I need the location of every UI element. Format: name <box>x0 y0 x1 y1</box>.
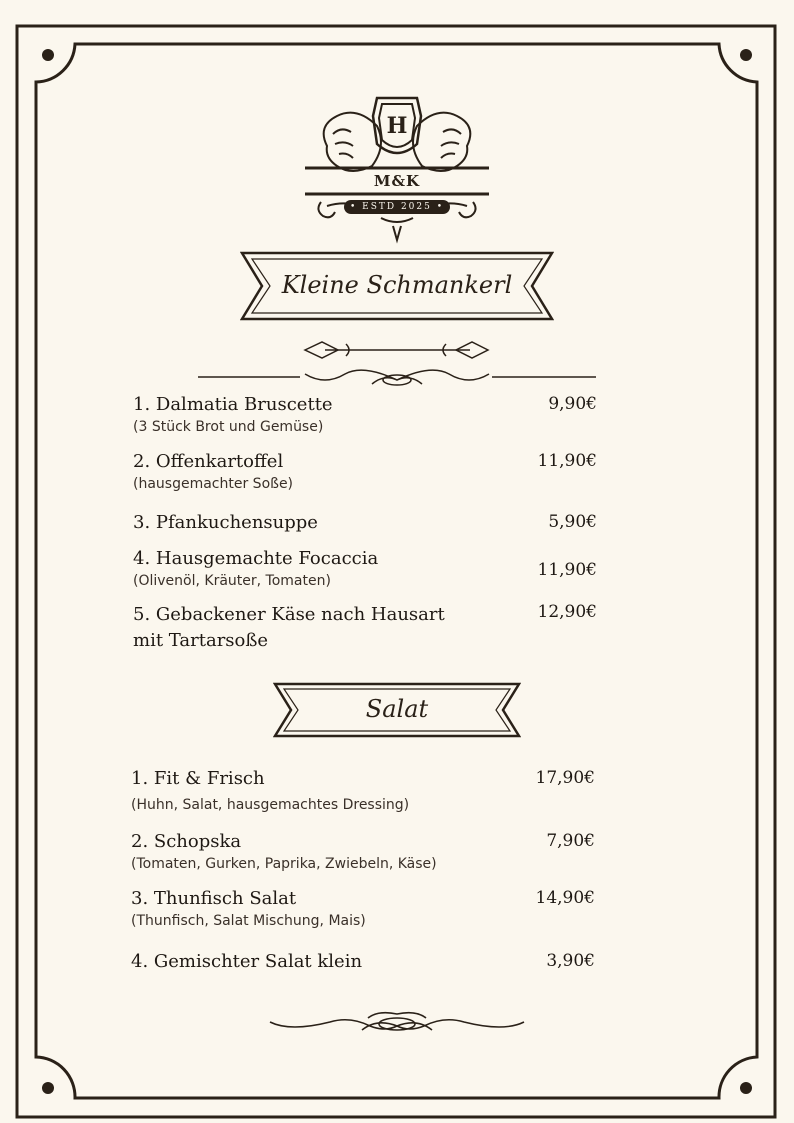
item-name: 2. Offenkartoffel <box>133 451 284 472</box>
item-price: 12,90€ <box>537 602 597 622</box>
svg-text:H: H <box>386 113 408 139</box>
item-price: 14,90€ <box>535 888 595 908</box>
item-price: 3,90€ <box>546 951 595 971</box>
item-price: 7,90€ <box>546 831 595 851</box>
section-title: Kleine Schmankerl <box>281 271 513 299</box>
logo-name: M&K <box>373 172 421 190</box>
item-description: (Huhn, Salat, hausgemachtes Dressing) <box>131 797 410 813</box>
item-price: 11,90€ <box>537 560 597 580</box>
item-name: 4. Gemischter Salat klein <box>131 951 363 972</box>
lion-right-icon <box>413 113 470 171</box>
section-banner-salat <box>273 682 521 738</box>
item-price: 5,90€ <box>548 512 597 532</box>
item-price: 9,90€ <box>548 394 597 414</box>
item-name: 5. Gebackener Käse nach Hausart mit Tartarsoße <box>133 604 445 651</box>
menu-item <box>131 888 601 930</box>
menu-item <box>133 394 603 436</box>
item-name: 3. Pfankuchensuppe <box>133 512 318 533</box>
menu-item <box>133 451 603 493</box>
item-description: (Olivenöl, Kräuter, Tomaten) <box>133 573 331 589</box>
item-price: 11,90€ <box>537 451 597 471</box>
item-name: 1. Dalmatia Bruscette <box>133 394 333 415</box>
ornament-divider-bottom <box>270 1013 524 1030</box>
ornament-divider-top <box>198 342 596 385</box>
item-description: (Thunfisch, Salat Mischung, Mais) <box>131 913 366 929</box>
item-name: 2. Schopska <box>131 831 242 852</box>
restaurant-logo <box>297 86 497 246</box>
menu-item <box>131 768 601 814</box>
menu-item <box>133 548 603 590</box>
menu-item <box>131 951 601 973</box>
item-description: (3 Stück Brot und Gemüse) <box>133 419 324 435</box>
item-price: 17,90€ <box>535 768 595 788</box>
item-name: 4. Hausgemachte Focaccia <box>133 548 379 569</box>
lion-left-icon <box>324 113 381 171</box>
logo-established: • ESTD 2025 • <box>344 200 450 214</box>
item-name: 3. Thunfisch Salat <box>131 888 297 909</box>
menu-item <box>131 831 601 873</box>
menu-item <box>133 512 603 534</box>
section-title: Salat <box>365 695 429 723</box>
item-description: (Tomaten, Gurken, Paprika, Zwiebeln, Käse) <box>131 856 437 872</box>
item-name: 1. Fit & Frisch <box>131 768 265 789</box>
menu-item <box>133 602 603 654</box>
item-description: (hausgemachter Soße) <box>133 476 294 492</box>
section-banner-kleine-schmankerl <box>240 251 554 321</box>
